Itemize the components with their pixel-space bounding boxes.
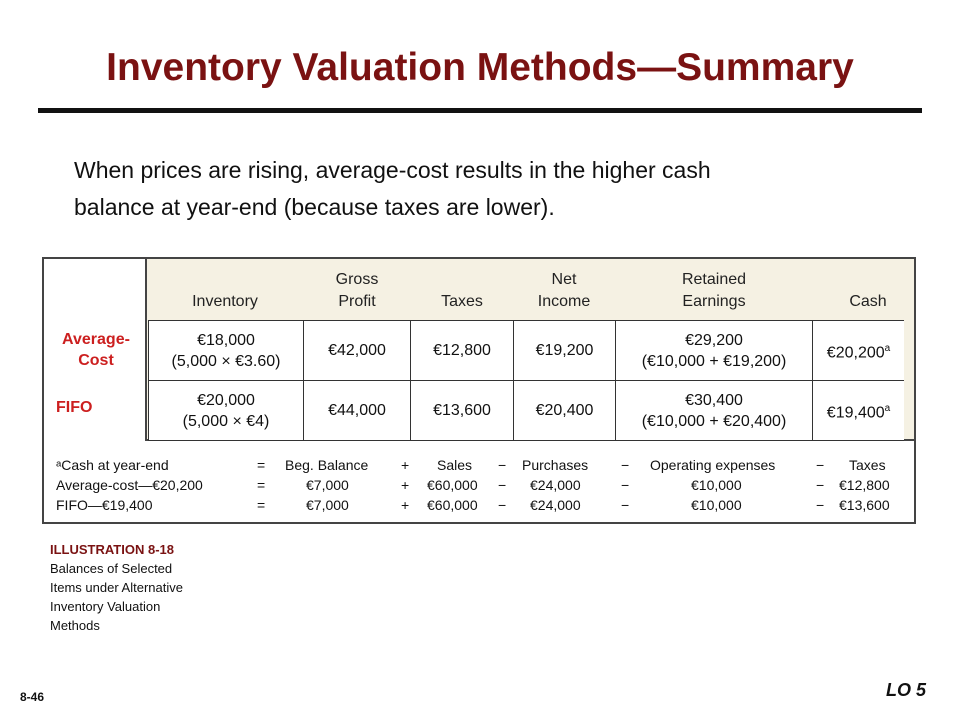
cell-avg-net-income xyxy=(513,320,616,381)
row-label-fifo: FIFO xyxy=(56,399,93,416)
cell-fifo-net-income-value: €20,400 xyxy=(535,402,594,419)
fn-r1-c6: €24,000 xyxy=(530,477,581,493)
learning-objective-label: LO 5 xyxy=(886,680,927,700)
header-net-income-line2: Income xyxy=(537,293,591,310)
fn-r1-c2: €7,000 xyxy=(306,477,349,493)
cell-fifo-retained-amount: €30,400 xyxy=(685,391,743,409)
cell-fifo-net-income xyxy=(513,380,616,441)
row-label-average-cost-line2: Cost xyxy=(78,352,114,369)
cell-avg-retained-calc: (€10,000 + €19,200) xyxy=(641,352,787,370)
cell-fifo-retained-calc: (€10,000 + €20,400) xyxy=(641,412,787,430)
caption-line-4: Methods xyxy=(50,618,100,633)
fn-r1-c5: − xyxy=(498,477,507,493)
intro-line-2: balance at year-end (because taxes are lower). xyxy=(74,194,555,220)
fn-r2-c3: + xyxy=(401,497,410,513)
fn-r1-c8: €10,000 xyxy=(691,477,742,493)
fn-r2-c9: − xyxy=(816,497,825,513)
cell-avg-retained-earnings xyxy=(615,320,813,381)
cell-fifo-cash-value xyxy=(827,398,890,423)
cell-fifo-retained-earnings xyxy=(615,380,813,441)
fn-r1-c10: €12,800 xyxy=(839,477,890,493)
header-retained-earnings xyxy=(629,269,799,313)
fn-r0-c7: − xyxy=(621,457,630,473)
header-retained-line1: Retained xyxy=(681,271,747,288)
caption-title: ILLUSTRATION 8-18 xyxy=(50,542,174,557)
intro-text xyxy=(74,152,904,226)
header-gross-profit xyxy=(302,269,412,313)
cell-avg-taxes xyxy=(410,320,514,381)
cell-fifo-cash-amount: €19,400 xyxy=(826,404,885,422)
fn-r2-c10: €13,600 xyxy=(839,497,890,513)
header-taxes: Taxes xyxy=(441,293,483,310)
fn-r2-c4: €60,000 xyxy=(427,497,478,513)
fn-r2-c6: €24,000 xyxy=(530,497,581,513)
header-retained-line2: Earnings xyxy=(682,293,746,310)
caption-line-3: Inventory Valuation xyxy=(50,599,161,614)
cell-fifo-inventory-calc: (5,000 × €4) xyxy=(182,412,270,430)
title-divider xyxy=(38,108,922,113)
fn-r2-c1: = xyxy=(257,497,266,513)
fn-r0-c5: − xyxy=(498,457,507,473)
row-label-average-cost-line1: Average- xyxy=(62,331,130,348)
cell-fifo-cash-footnote-mark: a xyxy=(884,402,891,414)
header-net-income-line1: Net xyxy=(551,271,577,288)
illustration-caption xyxy=(50,540,183,635)
cell-avg-gross-profit-value: €42,000 xyxy=(328,342,386,359)
fn-r1-c0: Average-cost—€20,200 xyxy=(56,477,203,493)
fn-r2-c0: FIFO—€19,400 xyxy=(56,497,153,513)
caption-line-2: Items under Alternative xyxy=(50,580,183,595)
fn-r0-c8: Operating expenses xyxy=(650,457,776,473)
fn-r2-c2: €7,000 xyxy=(306,497,349,513)
fn-r0-c1: = xyxy=(257,457,266,473)
intro-line-1: When prices are rising, average-cost results in the higher cash xyxy=(74,157,711,183)
fn-r0-c4: Sales xyxy=(437,457,473,473)
row-label-average-cost xyxy=(56,329,136,371)
fn-r2-c7: − xyxy=(621,497,630,513)
cell-fifo-cash xyxy=(812,380,904,441)
header-inventory: Inventory xyxy=(192,293,258,310)
header-net-income xyxy=(514,269,614,313)
fn-r0-c9: − xyxy=(816,457,825,473)
fn-r0-c2: Beg. Balance xyxy=(285,457,369,473)
cell-avg-taxes-value: €12,800 xyxy=(433,342,491,359)
fn-r1-c9: − xyxy=(816,477,825,493)
cell-fifo-inventory xyxy=(148,380,304,441)
header-cash: Cash xyxy=(849,293,887,310)
cell-avg-cash-footnote-mark: a xyxy=(884,342,891,354)
header-gross-profit-line1: Gross xyxy=(335,271,379,288)
fn-r0-c10: Taxes xyxy=(849,457,886,473)
cell-fifo-inventory-amount: €20,000 xyxy=(197,391,255,409)
cell-fifo-taxes-value: €13,600 xyxy=(433,402,491,419)
page-number: 8-46 xyxy=(20,690,45,704)
fn-r2-c5: − xyxy=(498,497,507,513)
comparison-table xyxy=(42,257,916,524)
cell-avg-retained-amount: €29,200 xyxy=(685,331,743,349)
fn-r1-c1: = xyxy=(257,477,266,493)
header-gross-profit-line2: Profit xyxy=(338,293,376,310)
fn-r0-c0: ᵃCash at year-end xyxy=(56,457,169,473)
cell-avg-inventory-amount: €18,000 xyxy=(197,331,255,349)
cell-avg-cash-amount: €20,200 xyxy=(826,344,885,362)
fn-r1-c7: − xyxy=(621,477,630,493)
fn-r1-c4: €60,000 xyxy=(427,477,478,493)
caption-line-1: Balances of Selected xyxy=(50,561,173,576)
cell-fifo-taxes xyxy=(410,380,514,441)
fn-r1-c3: + xyxy=(401,477,410,493)
cell-fifo-gross-profit xyxy=(303,380,411,441)
slide-title: Inventory Valuation Methods—Summary xyxy=(106,46,854,89)
cell-avg-cash-value xyxy=(827,338,890,363)
cell-avg-net-income-value: €19,200 xyxy=(535,342,594,359)
cell-fifo-gross-profit-value: €44,000 xyxy=(328,402,386,419)
fn-r0-c6: Purchases xyxy=(522,457,589,473)
fn-r2-c8: €10,000 xyxy=(691,497,742,513)
cell-avg-cash xyxy=(812,320,904,381)
cell-avg-gross-profit xyxy=(303,320,411,381)
cell-avg-inventory xyxy=(148,320,304,381)
fn-r0-c3: + xyxy=(401,457,410,473)
cell-avg-inventory-calc: (5,000 × €3.60) xyxy=(171,352,281,370)
